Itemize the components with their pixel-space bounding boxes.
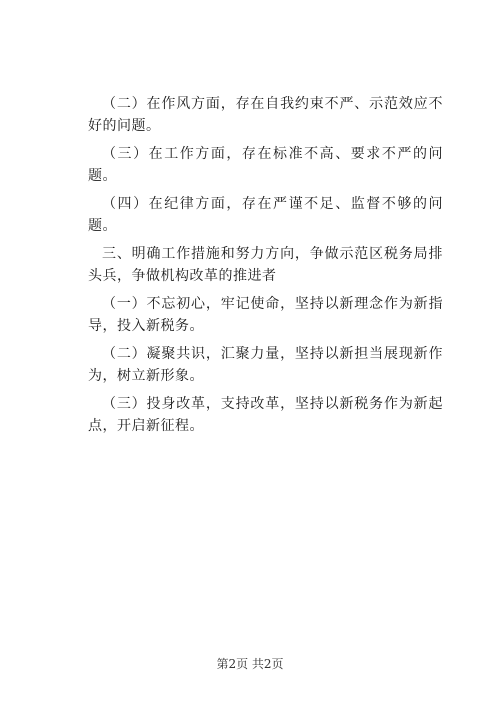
paragraph-measure-1: （一）不忘初心，牢记使命，坚持以新理念作为新指导，投入新税务。: [88, 296, 443, 334]
document-body: [88, 93, 443, 437]
paragraph-style-problems: （二）在作风方面，存在自我约束不严、示范效应不好的问题。: [88, 96, 443, 134]
section-heading-measures: 三、明确工作措施和努力方向，争做示范区税务局排头兵，争做机构改革的推进者: [88, 246, 443, 284]
paragraph-measure-2: （二）凝聚共识，汇聚力量，坚持以新担当展现新作为，树立新形象。: [88, 346, 443, 384]
paragraph-discipline-problems: （四）在纪律方面，存在严谨不足、监督不够的问题。: [88, 196, 443, 234]
page-number-footer: 第2页 共2页: [216, 657, 284, 671]
paragraph-work-problems: （三）在工作方面，存在标准不高、要求不严的问题。: [88, 146, 443, 184]
paragraph-measure-3: （三）投身改革，支持改革，坚持以新税务作为新起点，开启新征程。: [88, 396, 443, 434]
